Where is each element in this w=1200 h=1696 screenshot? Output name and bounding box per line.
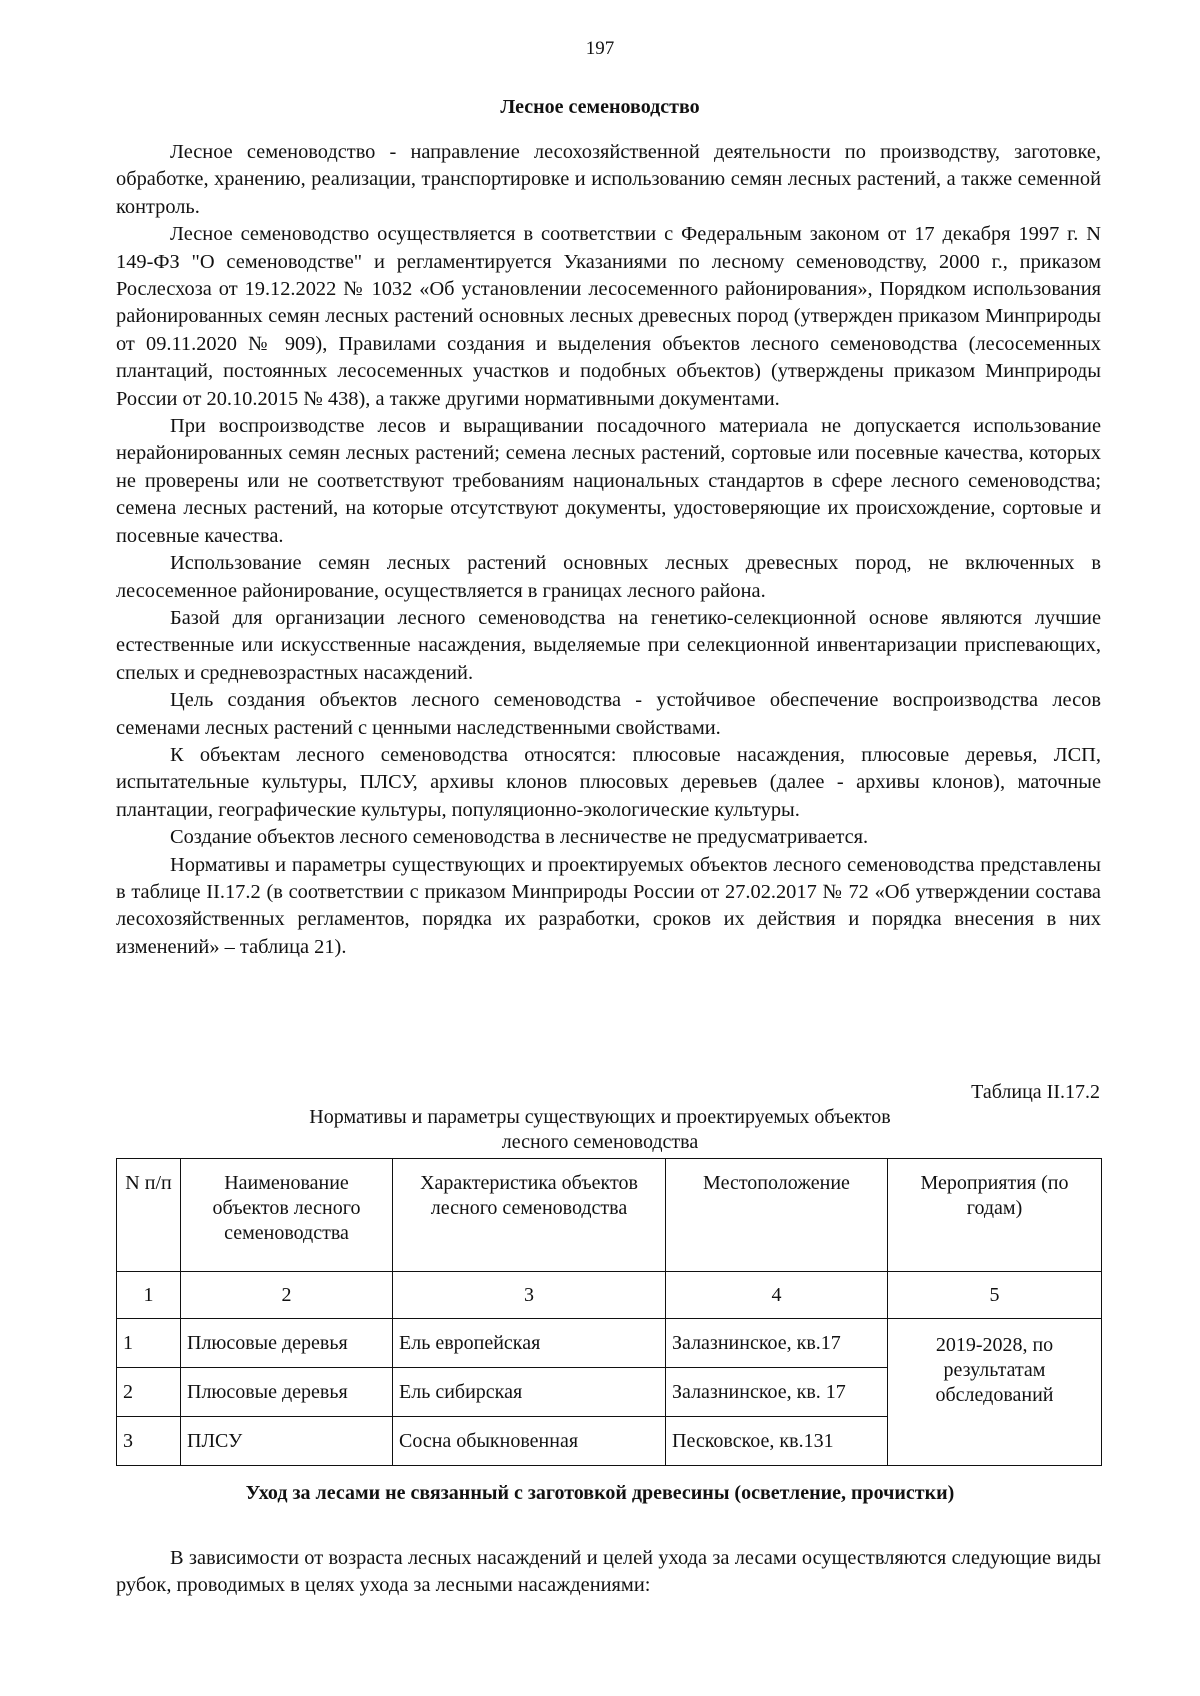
- section-title: Лесное семеноводство: [500, 96, 700, 118]
- location-cell: Залазнинское, кв. 17: [666, 1368, 888, 1417]
- page-number: 197: [585, 38, 615, 59]
- column-number-row: [117, 1272, 1102, 1319]
- table-label: Таблица II.17.2: [971, 1081, 1100, 1103]
- column-number-cell: 4: [666, 1272, 888, 1319]
- seed-objects-table: [116, 1158, 1102, 1466]
- paragraph: Создание объектов лесного семеноводства в лесничестве не предусматривается.: [170, 826, 869, 849]
- paragraph: Базой для организации лесного семеноводства на генетико-селекционной основе являются лучшие естественные или искусственные насаждения, выделяемые при селекционной инвентаризации приспевающих, спелых и средневозрастных насаждений.: [116, 606, 1101, 684]
- row-number-cell: 2: [117, 1368, 181, 1417]
- table-caption-line: Нормативы и параметры существующих и проектируемых объектов: [309, 1106, 891, 1128]
- header-cell: N п/п: [117, 1159, 181, 1272]
- paragraph: Лесное семеноводство - направление лесохозяйственной деятельности по производству, заготовке, обработке, хранению, реализации, транспортировке и использованию семян лесных растений, а также семенной контроль.: [116, 141, 1101, 218]
- paragraph: В зависимости от возраста лесных насаждений и целей ухода за лесами осуществляются следующие виды рубок, проводимых в целях ухода за лесными насаждениями:: [116, 1547, 1101, 1597]
- section-body: [116, 139, 1101, 961]
- characteristic-cell: Ель сибирская: [393, 1368, 666, 1417]
- paragraph: К объектам лесного семеноводства относятся: плюсовые насаждения, плюсовые деревья, ЛСП, испытательные культуры, ПЛСУ, архивы клонов плюсовых деревьев (далее - архивы клонов), маточные плантации, географические культуры, популяционно-экологические культуры.: [116, 743, 1101, 821]
- header-cell: Местоположение: [666, 1159, 888, 1272]
- header-cell: Характеристика объектов лесного семеноводства: [393, 1159, 666, 1272]
- location-cell: Песковское, кв.131: [666, 1417, 888, 1466]
- header-cell: Мероприятия (по годам): [888, 1159, 1102, 1272]
- paragraph: Цель создания объектов лесного семеноводства - устойчивое обеспечение воспроизводства лесов семенами лесных растений с ценными наследственными свойствами.: [116, 689, 1101, 739]
- table-caption: [240, 1105, 960, 1155]
- object-name-cell: Плюсовые деревья: [181, 1368, 393, 1417]
- events-cell: 2019-2028, по результатам обследований: [888, 1319, 1102, 1466]
- section-body: [116, 1545, 1101, 1600]
- paragraph: При воспроизводстве лесов и выращивании посадочного материала не допускается использование нерайонированных семян лесных растений; семена лесных растений, сортовые или посевные качества, которых не проверены или не соответствуют требованиям национальных стандартов в сфере лесного семеноводства; семена лесных растений, на которые отсутствуют документы, удостоверяющие их происхождение, сортовые и посевные качества.: [116, 415, 1101, 547]
- table-row: [117, 1319, 1102, 1368]
- header-cell: Наименование объектов лесного семеноводства: [181, 1159, 393, 1272]
- row-number-cell: 1: [117, 1319, 181, 1368]
- object-name-cell: Плюсовые деревья: [181, 1319, 393, 1368]
- paragraph: Использование семян лесных растений основных лесных древесных пород, не включенных в лесосеменное районирование, осуществляется в границах лесного района.: [116, 552, 1101, 602]
- table-header-row: [117, 1159, 1102, 1272]
- paragraph: Лесное семеноводство осуществляется в соответствии с Федеральным законом от 17 декабря 1997 г. N 149-ФЗ "О семеноводстве" и регламентируется Указаниями по лесному семеноводству, 2000 г., приказом Рослесхоза от 19.12.2022 № 1032 «Об установлении лесосеменного районирования», Порядком использования районированных семян лесных растений основных лесных древесных пород (утвержден приказом Минприроды от 09.11.2020 № 909), Правилами создания и выделения объектов лесного семеноводства (лесосеменных плантаций, постоянных лесосеменных участков и подобных объектов) (утверждены приказом Минприроды России от 20.10.2015 № 438), а также другими нормативными документами.: [116, 223, 1101, 410]
- table-caption-line: лесного семеноводства: [501, 1131, 699, 1153]
- column-number-cell: 1: [117, 1272, 181, 1319]
- object-name-cell: ПЛСУ: [181, 1417, 393, 1466]
- characteristic-cell: Ель европейская: [393, 1319, 666, 1368]
- section-title: Уход за лесами не связанный с заготовкой древесины (осветление, прочистки): [245, 1482, 955, 1504]
- characteristic-cell: Сосна обыкновенная: [393, 1417, 666, 1466]
- column-number-cell: 2: [181, 1272, 393, 1319]
- column-number-cell: 5: [888, 1272, 1102, 1319]
- column-number-cell: 3: [393, 1272, 666, 1319]
- row-number-cell: 3: [117, 1417, 181, 1466]
- location-cell: Залазнинское, кв.17: [666, 1319, 888, 1368]
- paragraph: Нормативы и параметры существующих и проектируемых объектов лесного семеноводства представлены в таблице II.17.2 (в соответствии с приказом Минприроды России от 27.02.2017 № 72 «Об утверждении состава лесохозяйственных регламентов, порядка их разработки, сроков их действия и порядка внесения в них изменений» – таблица 21).: [116, 853, 1101, 958]
